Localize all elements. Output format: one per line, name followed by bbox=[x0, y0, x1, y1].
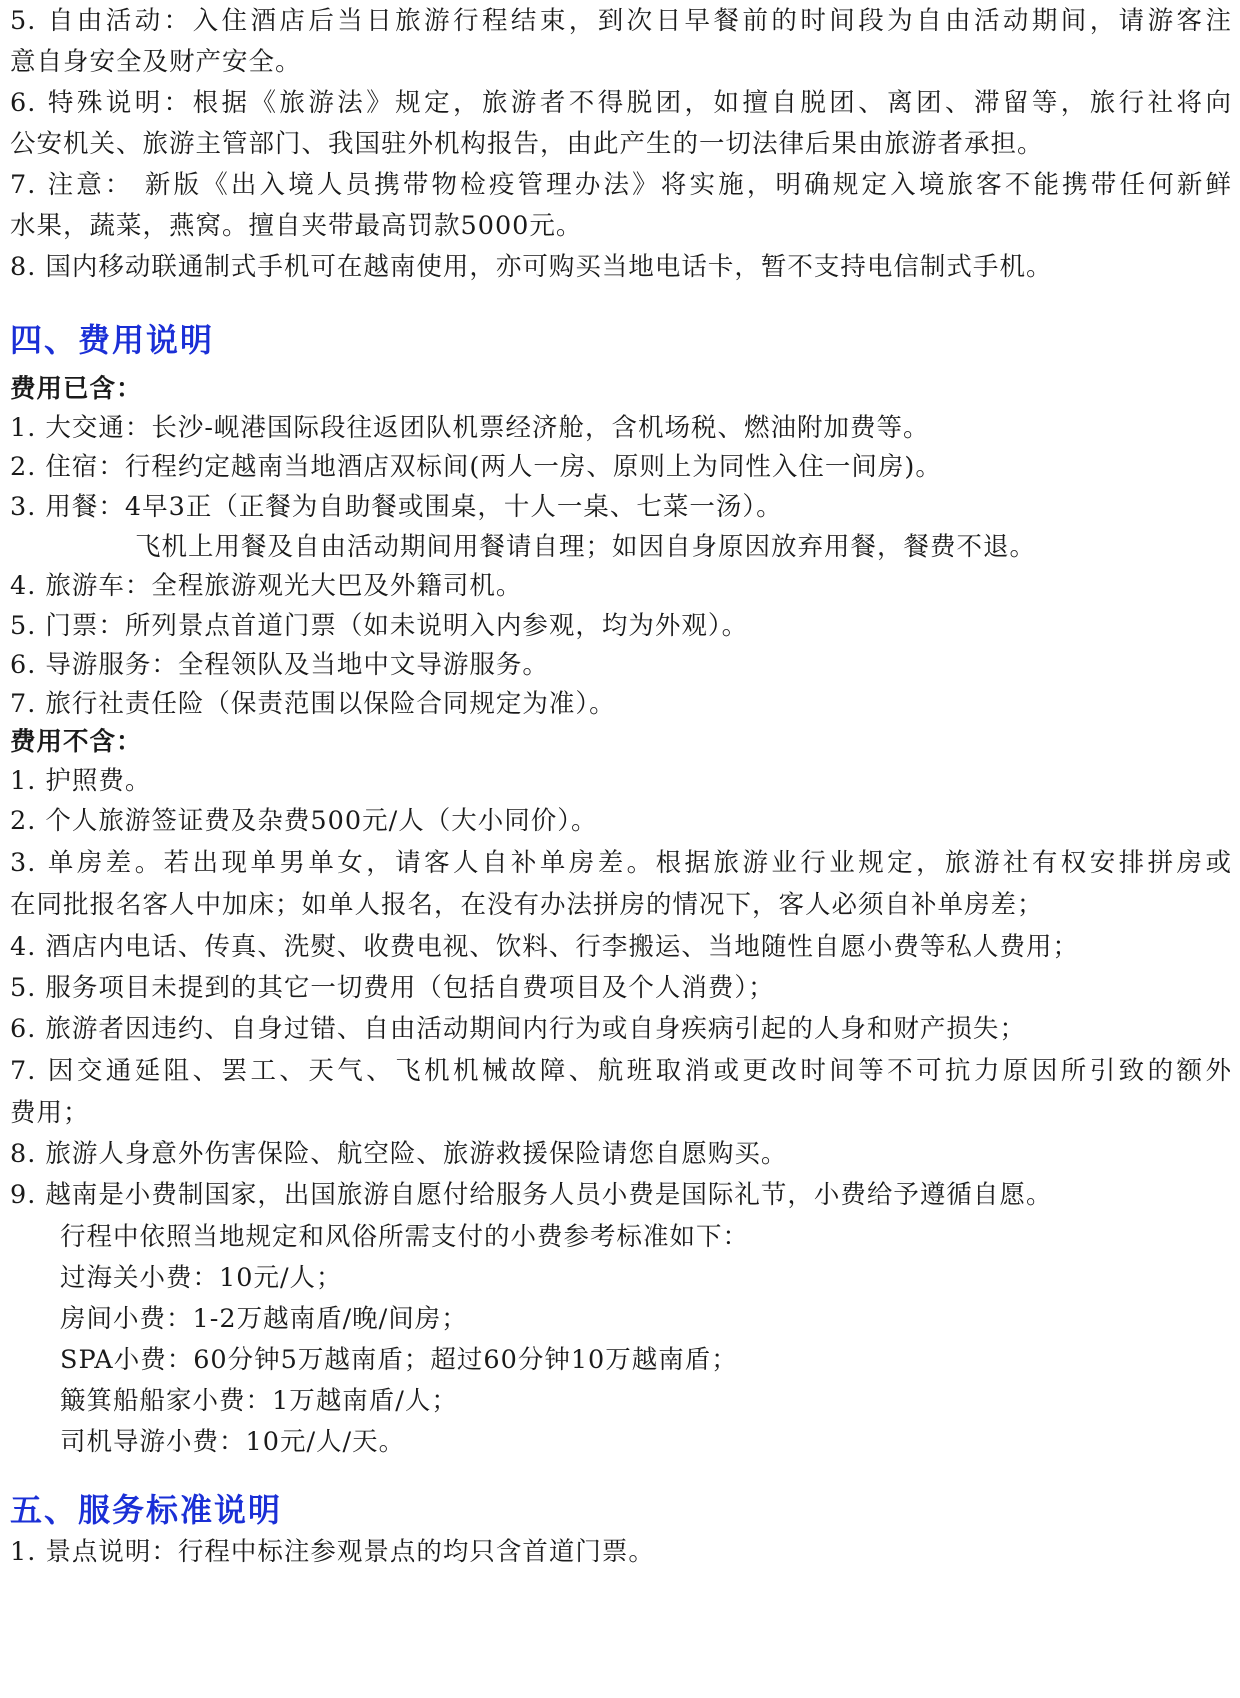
service-item: 1. 景点说明：行程中标注参观景点的均只含首道门票。 bbox=[10, 1537, 655, 1567]
section-heading-fees: 四、费用说明 bbox=[10, 321, 215, 359]
tip-item: 房间小费：1-2万越南盾/晚/间房； bbox=[60, 1304, 468, 1334]
fees-excluded-item: 1. 护照费。 bbox=[10, 766, 152, 796]
fees-excluded-item: 2. 个人旅游签证费及杂费500元/人（大小同价）。 bbox=[10, 806, 598, 836]
fees-included-item: 2. 住宿：行程约定越南当地酒店双标间(两人一房、原则上为同性入住一间房)。 bbox=[10, 452, 942, 482]
fees-excluded-item-cont: 在同批报名客人中加床；如单人报名，在没有办法拼房的情况下，客人必须自补单房差； bbox=[10, 890, 1044, 920]
fees-included-item: 4. 旅游车：全程旅游观光大巴及外籍司机。 bbox=[10, 571, 523, 601]
fees-excluded-item: 6. 旅游者因违约、自身过错、自由活动期间内行为或自身疾病引起的人身和财产损失； bbox=[10, 1014, 1026, 1044]
fees-included-title: 费用已含： bbox=[10, 374, 143, 404]
fees-excluded-item-cont: 费用； bbox=[10, 1098, 90, 1128]
note-8: 8. 国内移动联通制式手机可在越南使用，亦可购买当地电话卡，暂不支持电信制式手机。 bbox=[10, 252, 1053, 282]
section-heading-service: 五、服务标准说明 bbox=[10, 1491, 283, 1529]
fees-excluded-item: 4. 酒店内电话、传真、洗熨、收费电视、饮料、行李搬运、当地随性自愿小费等私人费用； bbox=[10, 932, 1079, 962]
fees-excluded-item: 7. 因交通延阻、罢工、天气、飞机机械故障、航班取消或更改时间等不可抗力原因所引致的额外 bbox=[10, 1056, 1232, 1086]
tip-item: SPA小费：60分钟5万越南盾；超过60分钟10万越南盾； bbox=[60, 1345, 738, 1375]
fees-excluded-item: 3. 单房差。若出现单男单女，请客人自补单房差。根据旅游业行业规定，旅游社有权安排拼房或 bbox=[10, 848, 1232, 878]
note-6-line2: 公安机关、旅游主管部门、我国驻外机构报告，由此产生的一切法律后果由旅游者承担。 bbox=[10, 129, 1044, 159]
note-7-line1: 7. 注意： 新版《出入境人员携带物检疫管理办法》将实施，明确规定入境旅客不能携带任何新鲜 bbox=[10, 170, 1232, 200]
fees-included-item-note: 飞机上用餐及自由活动期间用餐请自理；如因自身原因放弃用餐，餐费不退。 bbox=[135, 532, 1037, 562]
tip-item: 簸箕船船家小费：1万越南盾/人； bbox=[60, 1386, 458, 1416]
fees-included-item: 1. 大交通：长沙-岘港国际段往返团队机票经济舱，含机场税、燃油附加费等。 bbox=[10, 413, 930, 443]
fees-excluded-title: 费用不含： bbox=[10, 727, 143, 757]
note-6-line1: 6. 特殊说明：根据《旅游法》规定，旅游者不得脱团，如擅自脱团、离团、滞留等，旅行社将向 bbox=[10, 88, 1232, 118]
fees-included-item: 7. 旅行社责任险（保责范围以保险合同规定为准）。 bbox=[10, 689, 616, 719]
fees-included-item: 3. 用餐：4早3正（正餐为自助餐或围桌，十人一桌、七菜一汤）。 bbox=[10, 492, 783, 522]
fees-excluded-item: 9. 越南是小费制国家，出国旅游自愿付给服务人员小费是国际礼节，小费给予遵循自愿。 bbox=[10, 1180, 1053, 1210]
fees-included-item: 5. 门票：所列景点首道门票（如未说明入内参观，均为外观）。 bbox=[10, 611, 749, 641]
note-7-line2: 水果，蔬菜，燕窝。擅自夹带最高罚款5000元。 bbox=[10, 211, 583, 241]
fees-included-item: 6. 导游服务：全程领队及当地中文导游服务。 bbox=[10, 650, 549, 680]
note-5-line2: 意自身安全及财产安全。 bbox=[10, 47, 302, 77]
tip-item: 司机导游小费：10元/人/天。 bbox=[60, 1427, 406, 1457]
note-5-line1: 5. 自由活动：入住酒店后当日旅游行程结束，到次日早餐前的时间段为自由活动期间，请游客注 bbox=[10, 6, 1232, 36]
tips-intro: 行程中依照当地规定和风俗所需支付的小费参考标准如下： bbox=[60, 1222, 750, 1252]
fees-excluded-item: 8. 旅游人身意外伤害保险、航空险、旅游救援保险请您自愿购买。 bbox=[10, 1139, 788, 1169]
fees-excluded-item: 5. 服务项目未提到的其它一切费用（包括自费项目及个人消费）； bbox=[10, 973, 775, 1003]
tip-item: 过海关小费：10元/人； bbox=[60, 1263, 343, 1293]
